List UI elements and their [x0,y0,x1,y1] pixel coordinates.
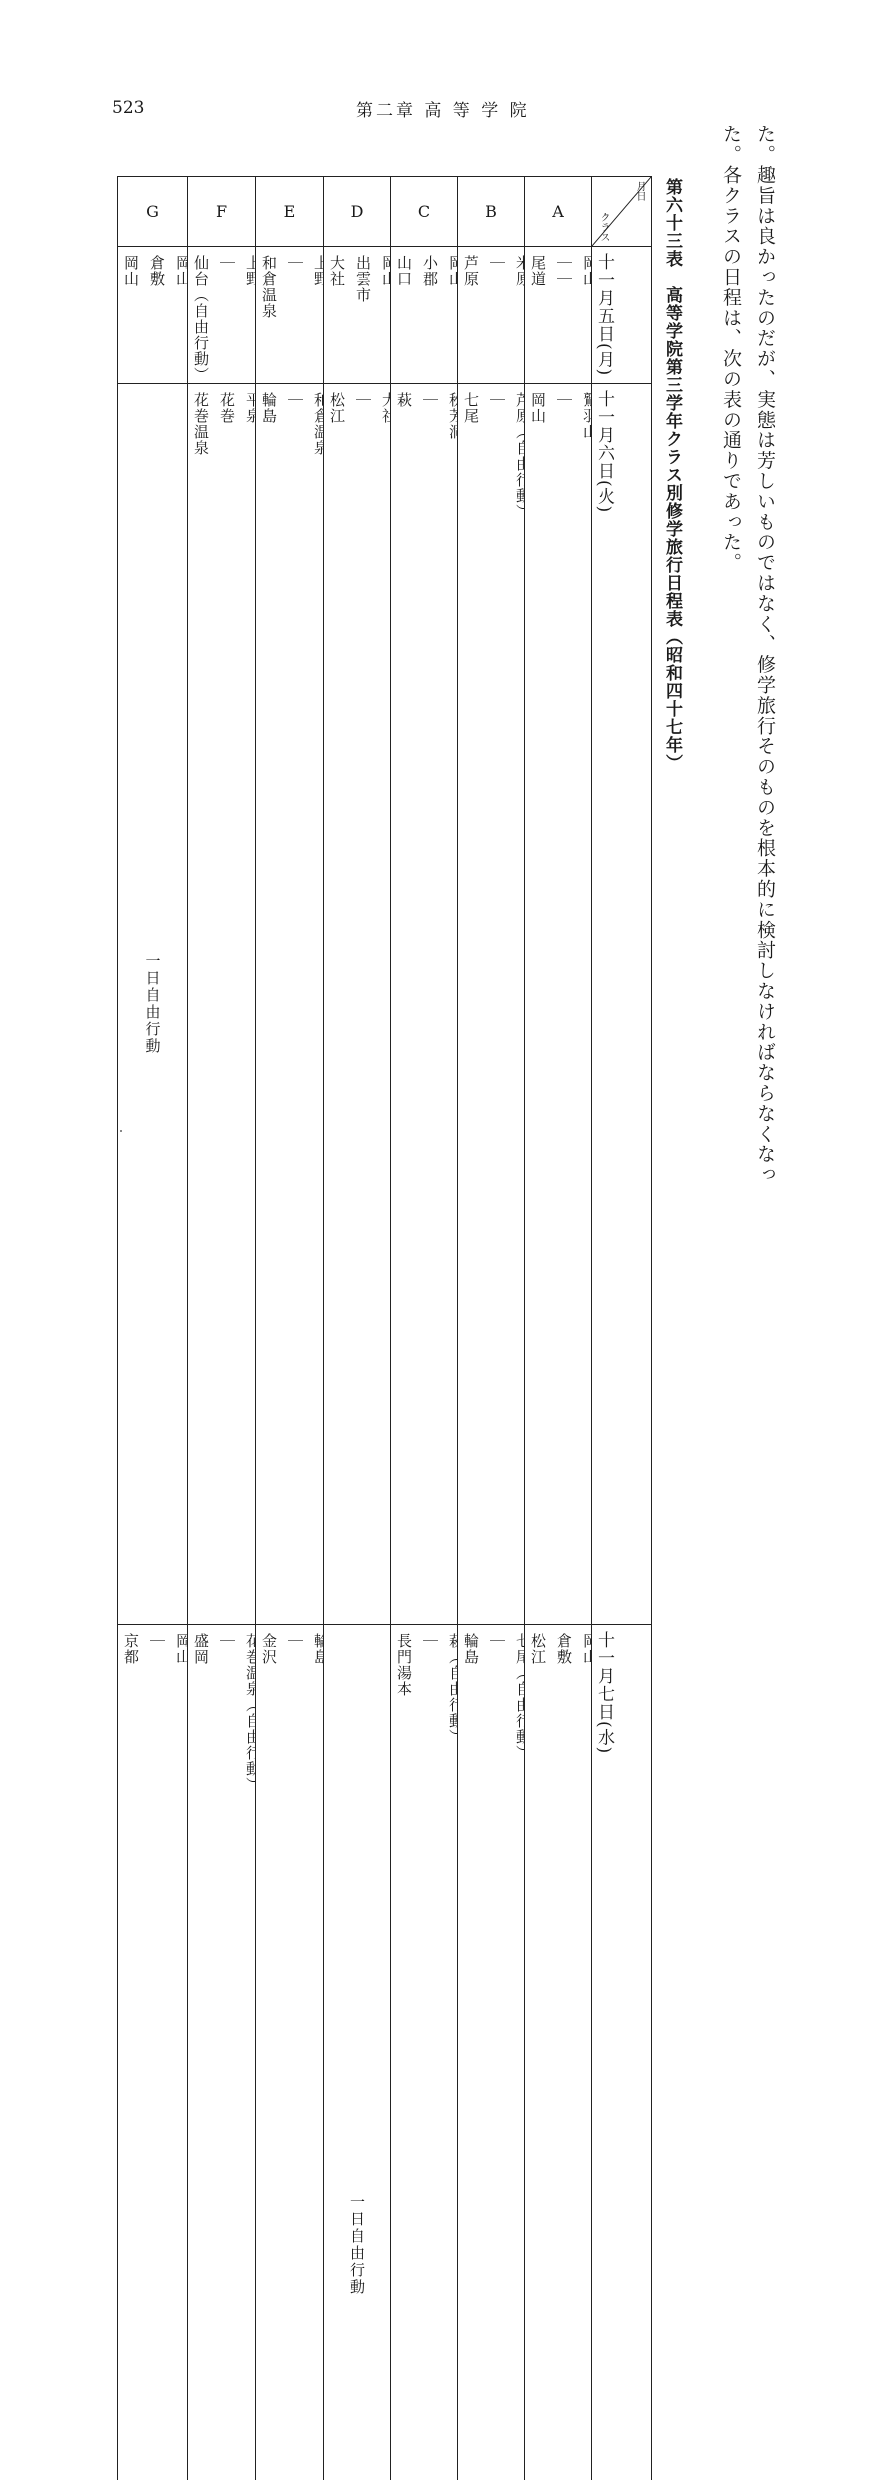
class-header-c: C [391,177,458,247]
cell-e-day1: 上野 ｜ 和倉温泉 [256,247,324,319]
cell-d-day3 [324,1625,390,2480]
class-header-d: D [324,177,391,247]
body-text-line-2: た。各クラスの日程は、次の表の通りであった。 [718,124,745,573]
cell-b-day2: 芦原（自由行動） ｜ 七尾 [458,384,525,520]
cell-f-day1: 上野 ｜ 仙台（自由行動） [188,247,256,383]
table-caption: 第六十三表 高等学院第三学年クラス別修学旅行日程表（昭和四十七年） [660,178,685,772]
schedule-table [117,176,652,2480]
class-header-a: A [525,177,592,247]
cell-a-day1: 岡山 ｜｜ 尾道 [525,247,592,287]
class-header-b: B [458,177,525,247]
cell-c-day1: 岡山 小郡 山口 [391,247,458,287]
corner-class-label: クラス [596,212,611,242]
page-number: 523 [112,98,144,118]
cell-f-day3 [188,1625,256,1793]
cell-e-day3 [256,1625,324,1665]
body-text-line-1: た。趣旨は良かったのだが、実態は芳しいものではなく、修学旅行そのものを根本的に検討しなければならなくなっ [752,124,779,1185]
cell-c-day2: 秋芳洞 ｜ 萩 [391,384,458,440]
corner-date-label: 月日 [632,181,647,201]
page-speck [120,1130,122,1132]
cell-d-day1: 岡山 出雲市 大社 [324,247,391,303]
running-head: 第二章 高 等 学 院 [356,96,530,121]
date-day1: 十一月五日(月) [592,247,617,376]
cell-g-day2: 一日自由行動 [118,384,187,1624]
cell-g-day1: 岡山 倉敷 岡山 [118,247,188,287]
corner-cell [592,177,652,247]
cell-g-day3 [118,1625,188,1665]
cell-c-day3 [391,1625,458,1745]
cell-e-day2: 和倉温泉 ｜ 輪島 [256,384,324,456]
date-day2: 十一月六日(火) [592,384,617,513]
table-row [118,384,652,1625]
table-row [118,247,652,384]
cell-f-day2: 平泉 花巻 花巻温泉 [188,384,256,456]
header-row [118,177,652,247]
class-header-f: F [188,177,256,247]
class-header-e: E [256,177,324,247]
cell-a-day3 [525,1625,592,1665]
cell-d-day2: 大社 ｜ 松江 [324,384,391,488]
class-header-g: G [118,177,188,247]
date-day3 [592,1625,617,1754]
table-row [118,1625,652,2480]
cell-b-day1: 米原 ｜ 芦原 [458,247,525,383]
cell-a-day2: 鷲羽山 ｜ 岡山 [525,384,592,440]
cell-b-day3 [458,1625,525,1761]
